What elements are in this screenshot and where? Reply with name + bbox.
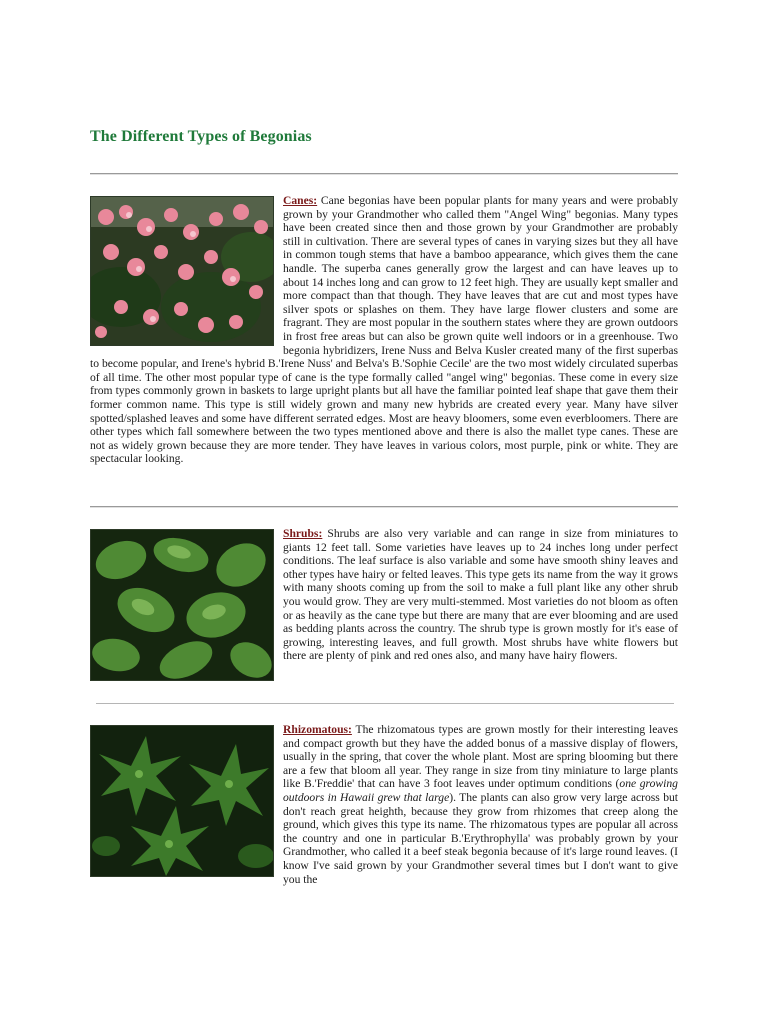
section-text-rhizomatous-2: ). The plants can also grow very large across but don't reach great heighth, because they grow from rhizomes that creep along the ground, which gives this type its name. The rhizomatous types are popular all across the country and one in particular B.'Erythrophylla' was probably grown by your Grandmother, who called it a beef steak begonia because of it's large round leaves. (I know I've said grown by your Grandmother several times but I don't want to give you the	[283, 790, 679, 886]
section-heading-canes: Canes:	[283, 194, 318, 207]
section-canes	[90, 194, 678, 466]
pink-cane-begonia-flowers-photo	[90, 196, 274, 346]
section-shrubs	[90, 527, 678, 683]
section-text-shrubs: Shrubs are also very variable and can range in size from miniatures to giants 12 feet tall. Some varieties have leaves up to 24 inches long under perfect conditions. The leaf surface is also variable and some have smooth shiny leaves and other types have hairy or felted leaves. This type gets its name from the way it grows with many shoots coming up from the soil to make a full plant like any other shrub you would grow. They are very multi-stemmed. Most varieties do not bloom as often or as heavily as the cane type but there are many that are ever blooming and are used as bedding plants across the country. The shrub type is grown mostly for it's ease of growing, interesting leaves, and full growth. Most shrubs have white flowers but there are plenty of pink and red ones also, and many have hairy flowers.	[283, 527, 678, 663]
section-heading-rhizomatous: Rhizomatous:	[283, 723, 352, 736]
section-text-canes: Cane begonias have been popular plants for many years and were probably grown by your Grandmother who called them "Angel Wing" begonias. Many types have been created since then and those grown by your Grandmother are probably still in cultivation. There are several types of canes in varying sizes but they all have in common tough stems that have a bamboo appearance, which gives them the cane handle. The superba canes generally grow the largest and can have leaves up to about 14 inches long and can grow to 12 feet high. They are usually kept smaller and more compact than that though. They have leaves that are cut and most types have silver spots or splashes on them. They have large flower clusters and some are fragrant. They are most popular in the southern states where they are grown outdoors in frost free areas but can also be grown quite well indoors or in a greenhouse. Two begonia hybridizers, Irene Nuss and Belva Kusler created many of the first superbas to become popular, and Irene's hybrid B.'Irene Nuss' and Belva's B.'Sophie Cecile' are the two most widely circulated superbas of all time. The other most popular type of cane is the type formally called "angel wing" begonias. These come in every size from types commonly grown in baskets to large upright plants but all have the familiar pointed leaf shape that gave them their former common name. This type is still widely grown and many new hybrids are created every year. Many have silver spotted/splashed leaves and some have different serrated edges. Most are heavy bloomers, some even everbloomers. There are other types which fall somewhere between the two types mentioned above and there is also the mallet type canes. These are not as widely grown because they are more tender. They have leaves in various colors, most purple, pink or white. They are spectacular looking.	[90, 194, 678, 466]
divider	[90, 506, 678, 508]
section-heading-shrubs: Shrubs:	[283, 527, 323, 540]
section-rhizomatous	[90, 723, 678, 886]
divider	[96, 703, 674, 704]
green-shrub-begonia-leaves-photo	[90, 529, 274, 681]
rhizomatous-begonia-star-leaves-photo	[90, 725, 274, 877]
divider	[90, 173, 678, 175]
section-text-rhizomatous-1: The rhizomatous types are grown mostly for their interesting leaves and compact growth but they have the added bonus of a massive display of flowers, usually in the spring, that cover the whole plant. Most are spring blooming but there are a few that bloom all year. They range in size from tiny miniature to large plants like B.'Freddie' that can have 3 foot leaves under optimum conditions (	[283, 723, 678, 791]
page-title: The Different Types of Begonias	[90, 128, 312, 145]
section-note-rhizomatous: one growing outdoors in Hawaii grew that large	[283, 777, 678, 804]
